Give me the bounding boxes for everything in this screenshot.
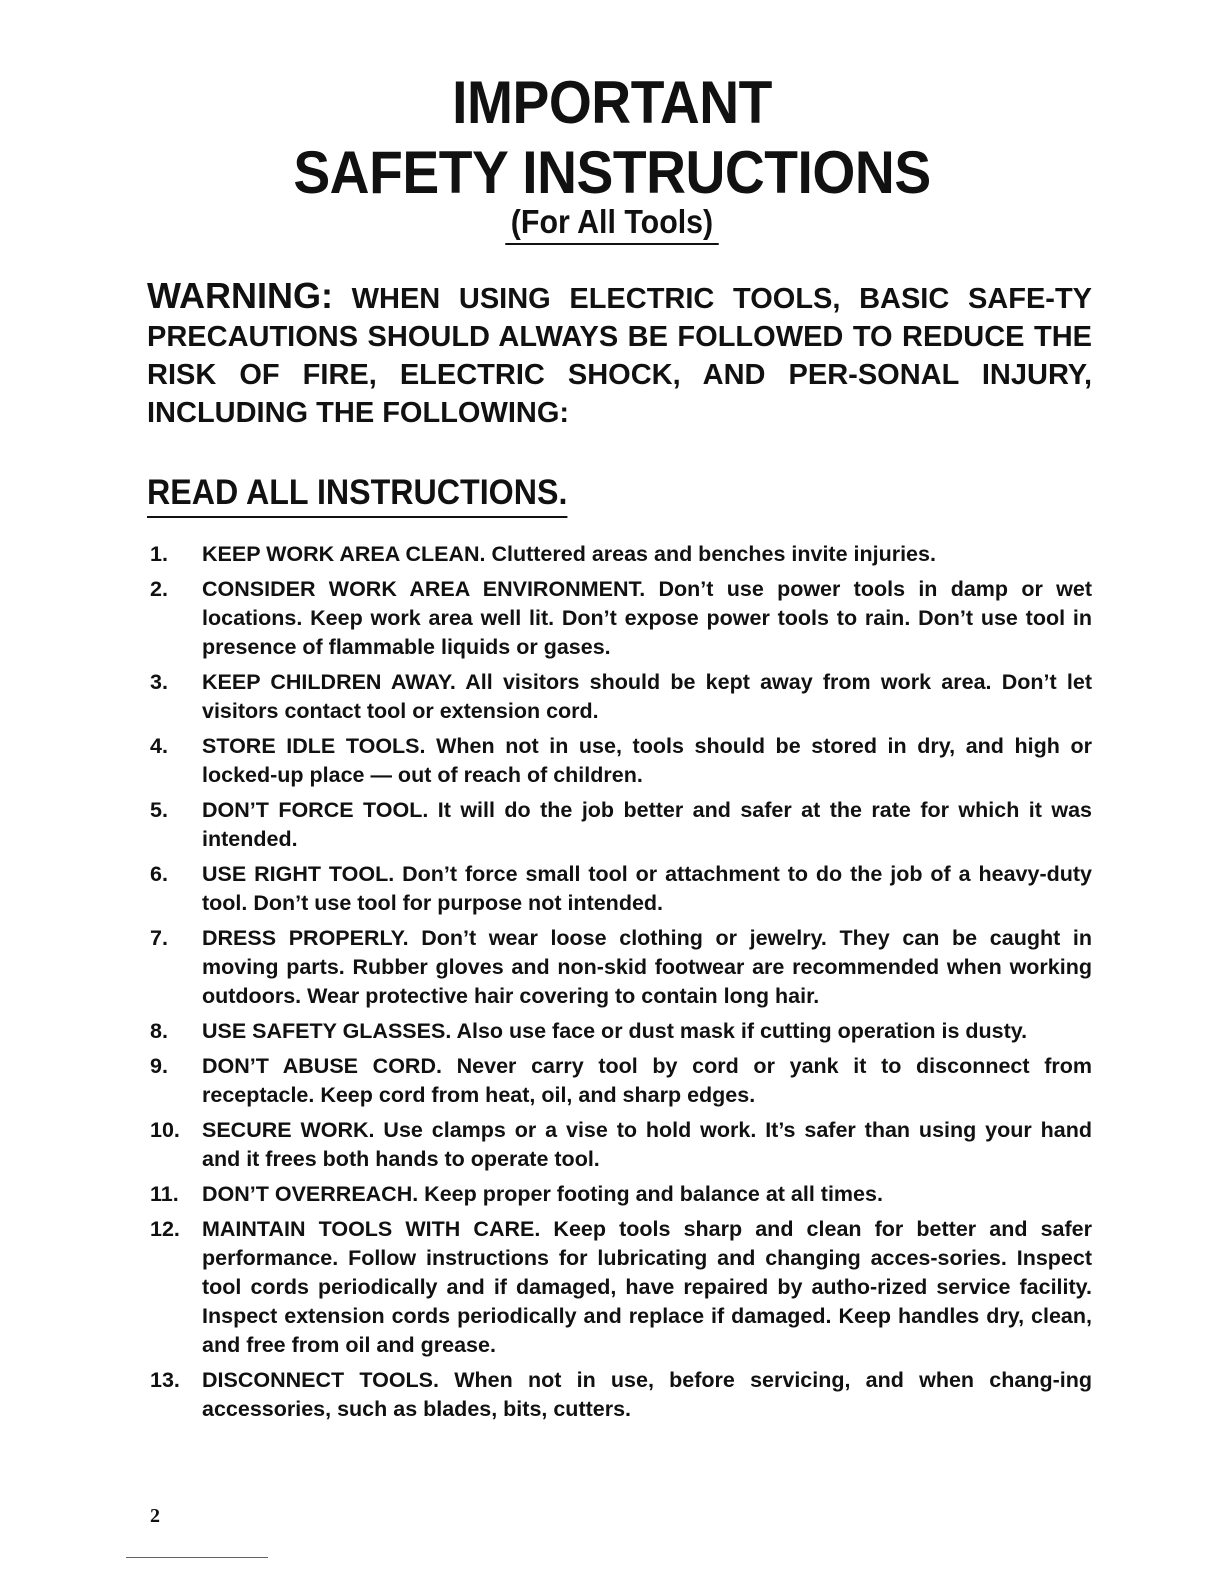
list-item [150, 540, 1092, 569]
list-item [150, 1116, 1092, 1174]
rule-number: 10. [150, 1118, 180, 1142]
list-item [150, 575, 1092, 662]
warning-label: WARNING: [147, 275, 333, 316]
list-item [150, 1052, 1092, 1110]
page-title: IMPORTANT [452, 69, 772, 136]
rule-text: KEEP CHILDREN AWAY. All visitors should be kept away from work area. Don’t let visitors contact tool or extension cord. [202, 670, 1092, 723]
rule-text: DRESS PROPERLY. Don’t wear loose clothing or jewelry. They can be caught in moving parts. Rubber gloves and non-skid footwear are recommended when working outdoors. Wear protective hair covering to contain long hair. [202, 926, 1092, 1008]
list-item [150, 1215, 1092, 1360]
rule-number: 12. [150, 1217, 180, 1241]
rule-text: DISCONNECT TOOLS. When not in use, before servicing, and when chang-ing accessories, such as blades, bits, cutters. [202, 1368, 1092, 1421]
rule-text: SECURE WORK. Use clamps or a vise to hold work. It’s safer than using your hand and it frees both hands to operate tool. [202, 1118, 1092, 1171]
footer-divider [126, 1557, 268, 1558]
list-item [150, 796, 1092, 854]
rule-number: 8. [150, 1019, 168, 1043]
list-item [150, 860, 1092, 918]
title-block [0, 68, 1224, 245]
rule-number: 5. [150, 798, 168, 822]
warning-paragraph [147, 277, 1092, 432]
list-item [150, 1366, 1092, 1424]
rule-text: DON’T OVERREACH. Keep proper footing and balance at all times. [202, 1182, 883, 1206]
list-item [150, 732, 1092, 790]
rule-text: CONSIDER WORK AREA ENVIRONMENT. Don’t use power tools in damp or wet locations. Keep work area well lit. Don’t expose power tools to rain. Don’t use tool in presence of flammable liquids or gases. [202, 577, 1092, 659]
list-item [150, 668, 1092, 726]
rule-number: 3. [150, 670, 168, 694]
rule-text: DON’T ABUSE CORD. Never carry tool by cord or yank it to disconnect from receptacle. Keep cord from heat, oil, and sharp edges. [202, 1054, 1092, 1107]
rule-text: USE RIGHT TOOL. Don’t force small tool or attachment to do the job of a heavy-duty tool. Don’t use tool for purpose not intended. [202, 862, 1092, 915]
rule-number: 13. [150, 1368, 180, 1392]
safety-rules-list [150, 540, 1092, 1430]
rule-text: DON’T FORCE TOOL. It will do the job better and safer at the rate for which it was intended. [202, 798, 1092, 851]
rule-text: STORE IDLE TOOLS. When not in use, tools should be stored in dry, and high or locked-up place — out of reach of children. [202, 734, 1092, 787]
rule-text: USE SAFETY GLASSES. Also use face or dust mask if cutting operation is dusty. [202, 1019, 1028, 1043]
rule-number: 6. [150, 862, 168, 886]
list-item [150, 1180, 1092, 1209]
rule-number: 4. [150, 734, 168, 758]
page-subtitle: (For All Tools) [505, 202, 718, 245]
page-title-line-2: SAFETY INSTRUCTIONS [293, 139, 931, 206]
list-item [150, 924, 1092, 1011]
rule-number: 11. [150, 1182, 179, 1206]
list-item [150, 1017, 1092, 1046]
warning-text: WHEN USING ELECTRIC TOOLS, BASIC SAFE-TY PRECAUTIONS SHOULD ALWAYS BE FOLLOWED TO REDUCE THE RISK OF FIRE, ELECTRIC SHOCK, AND PER-SONAL INJURY, INCLUDING THE FOLLOWING: [147, 283, 1093, 429]
rule-text: KEEP WORK AREA CLEAN. Cluttered areas and benches invite injuries. [202, 542, 936, 566]
rule-number: 9. [150, 1054, 168, 1078]
rule-number: 1. [150, 542, 168, 566]
rule-number: 2. [150, 577, 168, 601]
read-all-heading: READ ALL INSTRUCTIONS. [147, 472, 567, 518]
page-number: 2 [150, 1505, 160, 1527]
rule-text: MAINTAIN TOOLS WITH CARE. Keep tools sharp and clean for better and safer performance. Follow instructions for lubricating and changing acces-sories. Inspect tool cords periodically and if damaged, have repaired by autho-rized service facility. Inspect extension cords periodically and replace if damaged. Keep handles dry, clean, and free from oil and grease. [202, 1217, 1092, 1357]
rule-number: 7. [150, 926, 168, 950]
